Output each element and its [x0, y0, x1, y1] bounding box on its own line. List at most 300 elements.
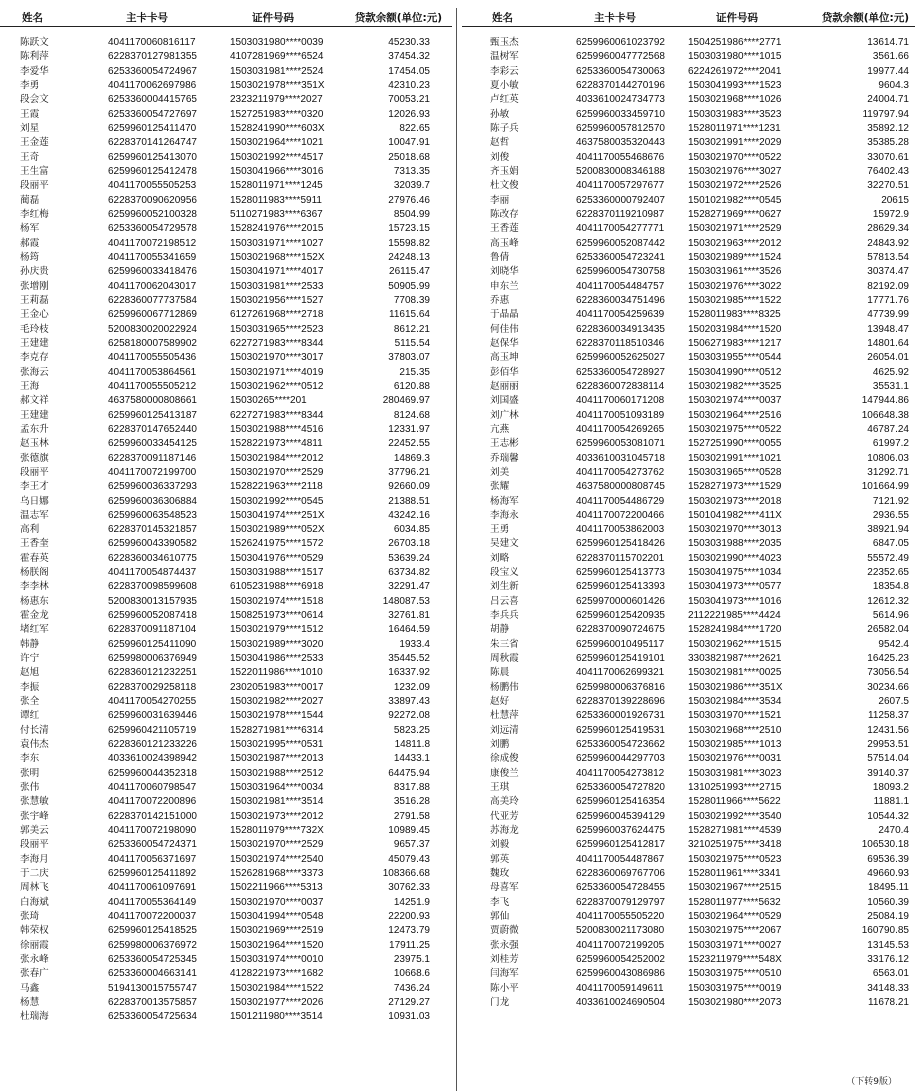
cell-card-number: 6253360054729578: [108, 223, 197, 235]
column-divider: [456, 8, 457, 1091]
cell-card-number: 4041170060816117: [108, 37, 196, 48]
table-row: [0, 36, 452, 50]
cell-card-number: 6253360054725634: [108, 1011, 197, 1023]
cell-card-number: 6228370142151000: [108, 810, 197, 822]
table-row: [0, 738, 452, 752]
cell-card-number: 6259960125412817: [576, 839, 665, 851]
cell-name: 张春广: [20, 968, 49, 980]
cell-name: 张永峰: [20, 954, 49, 965]
cell-id-number: 1503021975****2067: [688, 925, 782, 937]
cell-name: 卢红英: [490, 94, 519, 106]
cell-balance: 53639.24: [388, 552, 430, 564]
cell-name: 王霞: [20, 108, 40, 120]
table-row: [462, 838, 915, 852]
table-row: [462, 380, 915, 394]
table-row: [462, 595, 915, 609]
cell-name: 张永强: [490, 939, 519, 951]
table-row: [462, 480, 915, 494]
table-row: [462, 351, 915, 365]
table-row: [462, 967, 915, 981]
cell-card-number: 6253360004415765: [108, 94, 197, 106]
table-row: [462, 652, 915, 666]
table-row: [0, 552, 452, 566]
table-row: [462, 165, 915, 179]
cell-id-number: 1503041993****1523: [688, 79, 782, 91]
cell-name: 李李林: [20, 581, 49, 593]
cell-card-number: 6259960047772568: [576, 51, 665, 63]
cell-balance: 69536.39: [867, 853, 909, 865]
cell-balance: 38921.94: [867, 524, 909, 536]
cell-name: 张伟: [20, 782, 40, 794]
cell-name: 魏玫: [490, 868, 510, 880]
cell-name: 王金心: [20, 309, 49, 321]
cell-card-number: 6259960033418476: [108, 266, 197, 278]
cell-balance: 30234.66: [867, 681, 909, 693]
table-row: [0, 652, 452, 666]
cell-balance: 8612.21: [393, 323, 430, 335]
cell-card-number: 4041170061097691: [108, 882, 197, 894]
table-row: [462, 523, 915, 537]
cell-balance: 15598.82: [388, 237, 430, 249]
table-row: [462, 695, 915, 709]
cell-balance: 7708.39: [393, 294, 430, 306]
table-row: [462, 495, 915, 509]
cell-card-number: 6259960067712869: [108, 309, 197, 321]
table-row: [462, 924, 915, 938]
cell-card-number: 4041170054259639: [576, 309, 665, 321]
cell-balance: 106648.38: [861, 409, 909, 421]
cell-balance: 14251.9: [393, 896, 430, 908]
cell-card-number: 4041170054874437: [108, 567, 197, 579]
table-row: [462, 724, 915, 738]
cell-name: 陈改存: [490, 208, 519, 220]
cell-card-number: 4041170072200466: [576, 509, 665, 521]
cell-name: 许宁: [20, 653, 40, 665]
cell-name: 陈子兵: [490, 122, 519, 134]
cell-name: 胡静: [490, 624, 510, 636]
cell-card-number: 6259960010495117: [576, 638, 665, 650]
cell-card-number: 6259960125418426: [576, 538, 665, 550]
cell-balance: 7313.35: [393, 165, 430, 177]
cell-card-number: 4041170056371697: [108, 853, 197, 865]
cell-balance: 24843.92: [867, 237, 909, 249]
table-row: [462, 179, 915, 193]
table-row: [462, 638, 915, 652]
table-row: [462, 623, 915, 637]
cell-id-number: 1503021976****0031: [688, 753, 782, 765]
cell-balance: 10544.32: [867, 810, 909, 822]
cell-balance: 2791.58: [393, 810, 430, 822]
cell-card-number: 4041170059149611: [576, 982, 664, 994]
cell-name: 刘广林: [490, 409, 519, 421]
cell-name: 刘桂芳: [490, 954, 519, 965]
cell-card-number: 6259980006376816: [576, 681, 665, 693]
cell-name: 付长清: [20, 724, 49, 736]
cell-balance: 12612.32: [867, 595, 909, 607]
cell-balance: 12331.97: [388, 423, 430, 435]
cell-id-number: 1503021985****1522: [688, 294, 782, 306]
cell-name: 霍金龙: [20, 610, 49, 622]
cell-name: 毛玲枝: [20, 323, 49, 335]
cell-id-number: 1506271983****1217: [688, 337, 782, 349]
cell-id-number: 1503021975****0522: [688, 423, 782, 435]
cell-card-number: 6259960125419531: [576, 724, 665, 736]
table-row: [462, 65, 915, 79]
cell-balance: 28629.34: [867, 223, 909, 235]
cell-balance: 14811.8: [394, 739, 430, 751]
cell-balance: 9657.37: [393, 839, 430, 851]
cell-name: 申东兰: [490, 280, 519, 292]
cell-balance: 6034.85: [393, 524, 430, 536]
cell-name: 霍春英: [20, 552, 49, 564]
cell-name: 贾蔚微: [490, 925, 519, 937]
cell-name: 杨慧: [20, 996, 40, 1008]
cell-name: 刘俊: [490, 151, 510, 163]
cell-balance: 12026.93: [388, 108, 430, 120]
cell-id-number: 1503021992****0545: [230, 495, 324, 507]
cell-card-number: 5200830020022924: [108, 323, 197, 335]
cell-name: 刘远清: [490, 724, 519, 736]
cell-id-number: 1503021968****2510: [688, 724, 782, 736]
table-row: [0, 896, 452, 910]
cell-id-number: 1503021974****0037: [688, 395, 782, 407]
cell-name: 李兵兵: [490, 610, 519, 622]
cell-name: 李勇: [20, 79, 40, 91]
table-row: [462, 466, 915, 480]
cell-id-number: 2112221985****4424: [688, 610, 781, 622]
table-row: [462, 79, 915, 93]
cell-id-number: 1503021964****1520: [230, 939, 324, 951]
cell-card-number: 6259960125413070: [108, 151, 197, 163]
cell-balance: 160790.85: [861, 925, 909, 937]
table-row: [0, 151, 452, 165]
cell-name: 赵玉林: [20, 438, 49, 450]
cell-balance: 16425.23: [867, 653, 909, 665]
cell-name: 郝霞: [20, 237, 40, 249]
cell-card-number: 6259960125418525: [108, 925, 197, 937]
cell-balance: 6847.05: [872, 538, 909, 550]
cell-id-number: 1503021977****2026: [230, 996, 324, 1008]
cell-balance: 1933.4: [399, 638, 430, 650]
cell-id-number: 1503021970****3017: [230, 352, 324, 364]
cell-id-number: 1503041974****251X: [230, 509, 325, 521]
cell-balance: 15972.9: [872, 208, 909, 220]
cell-balance: 35445.52: [388, 653, 430, 665]
cell-name: 刘略: [490, 552, 510, 564]
cell-name: 徐丽霞: [20, 939, 49, 951]
cell-card-number: 6259960061023792: [576, 37, 665, 48]
cell-name: 王琪: [490, 782, 510, 794]
cell-id-number: 5110271983****6367: [230, 208, 323, 220]
cell-balance: 3516.28: [393, 796, 430, 808]
cell-balance: 18495.11: [868, 882, 909, 894]
table-row: [462, 36, 915, 50]
cell-card-number: 4041170062699321: [576, 667, 665, 679]
cell-id-number: 1503021990****4023: [688, 552, 782, 564]
cell-name: 杨朕阁: [20, 567, 49, 579]
cell-card-number: 4041170072199205: [576, 939, 665, 951]
cell-balance: 17771.76: [867, 294, 909, 306]
cell-balance: 26703.18: [388, 538, 430, 550]
cell-id-number: 1503041971****4017: [230, 266, 324, 278]
cell-card-number: 4041170072198090: [108, 825, 197, 837]
cell-card-number: 4041170054277771: [576, 223, 665, 235]
table-row: [0, 838, 452, 852]
cell-card-number: 6259960043390582: [108, 538, 197, 550]
cell-id-number: 1503021981****3514: [230, 796, 324, 808]
cell-name: 李振: [20, 681, 40, 693]
cell-balance: 70053.21: [388, 94, 430, 106]
cell-id-number: 1526241975****1572: [230, 538, 324, 550]
cell-balance: 64475.94: [388, 767, 430, 779]
cell-balance: 13614.71: [867, 37, 909, 48]
cell-balance: 7121.92: [872, 495, 909, 507]
table-row: [462, 996, 915, 1010]
cell-name: 李王才: [20, 481, 49, 493]
cell-balance: 49660.93: [867, 868, 909, 880]
cell-balance: 10989.45: [388, 825, 430, 837]
cell-card-number: 4041170062697986: [108, 79, 197, 91]
table-row: [462, 910, 915, 924]
cell-id-number: 1503031980****0039: [230, 37, 324, 48]
cell-name: 段丽平: [20, 180, 49, 192]
cell-card-number: 6253360054728927: [576, 366, 665, 378]
cell-card-number: 6253360001926731: [576, 710, 665, 722]
cell-balance: 18093.2: [872, 782, 909, 794]
cell-card-number: 4637580035320443: [576, 137, 665, 149]
cell-card-number: 4041170054487867: [576, 853, 665, 865]
cell-balance: 108366.68: [382, 868, 430, 880]
table-row: [462, 537, 915, 551]
cell-name: 郭美云: [20, 825, 49, 837]
cell-card-number: 6253360004663141: [108, 968, 197, 980]
cell-card-number: 6259960054730758: [576, 266, 665, 278]
table-row: [0, 996, 452, 1010]
cell-id-number: 1503041986****2533: [230, 653, 324, 665]
cell-card-number: 6259960036337293: [108, 481, 197, 493]
cell-name: 王勇: [490, 524, 510, 536]
cell-card-number: 6253360054728455: [576, 882, 665, 894]
header-name: 姓名: [492, 12, 513, 24]
cell-id-number: 1503021989****3020: [230, 638, 324, 650]
cell-card-number: 6253360054723241: [576, 251, 665, 263]
table-row: [0, 93, 452, 107]
cell-id-number: 1501021982****0545: [688, 194, 782, 206]
cell-card-number: 6253360054730063: [576, 65, 665, 77]
cell-balance: 22200.93: [388, 911, 430, 923]
cell-card-number: 6258180007589902: [108, 337, 197, 349]
cell-balance: 27129.27: [388, 996, 430, 1008]
cell-name: 乔瑞馨: [490, 452, 519, 464]
table-row: [462, 194, 915, 208]
cell-card-number: 6259960421105719: [108, 724, 197, 736]
cell-name: 何佳伟: [490, 323, 519, 335]
cell-balance: 34148.33: [867, 982, 909, 994]
table-row: [462, 208, 915, 222]
cell-balance: 32291.47: [388, 581, 430, 593]
cell-id-number: 2323211979****2027: [230, 94, 323, 106]
cell-balance: 29953.51: [867, 739, 909, 751]
right-table: [462, 0, 915, 1091]
cell-id-number: 1503021988****2512: [230, 767, 324, 779]
cell-card-number: 4041170054273762: [576, 466, 665, 478]
cell-name: 韩荣权: [20, 925, 49, 937]
cell-card-number: 6228360121232251: [108, 667, 197, 679]
header-card: 主卡卡号: [126, 12, 168, 24]
cell-card-number: 6228370013575857: [108, 996, 197, 1008]
cell-balance: 5823.25: [393, 724, 430, 736]
table-row: [462, 881, 915, 895]
cell-id-number: 1503041975****1034: [688, 567, 782, 579]
header-id: 证件号码: [716, 12, 758, 24]
table-row: [462, 108, 915, 122]
cell-card-number: 6259960044352318: [108, 767, 197, 779]
cell-name: 张耀: [490, 481, 510, 493]
table-row: [0, 251, 452, 265]
cell-id-number: 1527251983****0320: [230, 108, 324, 120]
cell-name: 陈晨: [490, 667, 510, 679]
cell-name: 杨海军: [490, 495, 519, 507]
cell-name: 高玉峰: [490, 237, 519, 249]
cell-balance: 4625.92: [872, 366, 909, 378]
table-row: [0, 351, 452, 365]
table-row: [0, 523, 452, 537]
cell-card-number: 6228370091187104: [108, 624, 197, 636]
cell-name: 郭仙: [490, 911, 510, 923]
cell-id-number: 1503021976****3027: [688, 165, 782, 177]
table-row: [462, 552, 915, 566]
cell-name: 李海月: [20, 853, 49, 865]
cell-card-number: 5194130015755747: [108, 982, 197, 994]
cell-balance: 11881.1: [873, 796, 909, 808]
cell-balance: 26115.47: [389, 266, 430, 278]
cell-id-number: 1503041990****0512: [688, 366, 782, 378]
cell-id-number: 1503021989****052X: [230, 524, 325, 536]
cell-balance: 76402.43: [867, 165, 909, 177]
cell-name: 于二庆: [20, 868, 49, 880]
cell-balance: 26582.04: [867, 624, 909, 636]
cell-name: 夏小敏: [490, 79, 519, 91]
cell-balance: 57813.54: [867, 251, 909, 263]
cell-id-number: 1503021981****0025: [688, 667, 782, 679]
cell-balance: 32270.51: [867, 180, 909, 192]
cell-name: 乔惠: [490, 294, 510, 306]
cell-name: 杜慧萍: [490, 710, 519, 722]
cell-card-number: 6228370098599608: [108, 581, 197, 593]
cell-card-number: 5200830008346188: [576, 165, 665, 177]
cell-card-number: 4041170062043017: [108, 280, 197, 292]
cell-id-number: 4107281969****6524: [230, 51, 324, 63]
cell-name: 张增刚: [20, 280, 49, 292]
cell-balance: 9604.3: [878, 79, 909, 91]
cell-name: 郝文祥: [20, 395, 49, 407]
cell-id-number: 1503031981****3023: [688, 767, 782, 779]
table-row: [462, 50, 915, 64]
cell-id-number: 1310251993****2715: [688, 782, 782, 794]
cell-card-number: 4041170055505436: [108, 352, 197, 364]
cell-name: 赵丽丽: [490, 380, 519, 392]
cell-card-number: 4637580000808745: [576, 481, 665, 493]
cell-card-number: 4041170054269265: [576, 423, 665, 435]
cell-card-number: 4033610024734773: [576, 94, 665, 106]
cell-name: 杜文俊: [490, 180, 519, 192]
cell-balance: 148087.53: [382, 595, 430, 607]
cell-id-number: 1503031970****1521: [688, 710, 782, 722]
left-header-row: [0, 0, 452, 27]
cell-id-number: 1503021978****1544: [230, 710, 324, 722]
table-row: [462, 752, 915, 766]
cell-id-number: 1528011971****1231: [688, 122, 781, 134]
table-row: [0, 108, 452, 122]
cell-name: 杜瑞海: [20, 1011, 49, 1023]
cell-card-number: 4041170054273812: [576, 767, 665, 779]
cell-card-number: 4033610031045718: [576, 452, 665, 464]
cell-balance: 14433.1: [393, 753, 430, 765]
table-row: [0, 323, 452, 337]
table-row: [462, 781, 915, 795]
cell-id-number: 1503031971****0027: [688, 939, 782, 951]
table-row: [0, 50, 452, 64]
table-row: [462, 409, 915, 423]
cell-id-number: 1503031981****2533: [230, 280, 324, 292]
cell-id-number: 1528011977****5632: [688, 896, 781, 908]
table-row: [0, 366, 452, 380]
cell-name: 李爱华: [20, 65, 49, 77]
cell-card-number: 6253360054723662: [576, 739, 665, 751]
cell-card-number: 4041170051093189: [576, 409, 665, 421]
cell-card-number: 4041170054484757: [576, 280, 665, 292]
cell-balance: 30762.33: [388, 882, 430, 894]
cell-balance: 92660.09: [388, 481, 430, 493]
cell-card-number: 4041170053862003: [576, 524, 665, 536]
cell-balance: 16464.59: [388, 624, 430, 636]
cell-name: 张全: [20, 696, 40, 708]
cell-card-number: 6259960054252002: [576, 954, 665, 965]
table-row: [462, 738, 915, 752]
cell-name: 蔺磊: [20, 194, 40, 206]
table-row: [462, 982, 915, 996]
table-row: [462, 666, 915, 680]
cell-name: 李丽: [490, 194, 510, 206]
cell-card-number: 6228370145321857: [108, 524, 197, 536]
table-row: [0, 136, 452, 150]
cell-name: 刘国盛: [490, 395, 519, 407]
cell-card-number: 6228360034751496: [576, 294, 665, 306]
cell-id-number: 1503021964****2516: [688, 409, 782, 421]
cell-name: 李红梅: [20, 208, 49, 220]
cell-balance: 37803.07: [388, 352, 430, 364]
cell-name: 张慧敏: [20, 796, 49, 808]
table-row: [0, 208, 452, 222]
table-row: [462, 953, 915, 967]
cell-balance: 43242.16: [388, 509, 430, 521]
table-row: [0, 537, 452, 551]
cell-name: 李克存: [20, 352, 49, 364]
cell-card-number: 6259960033459710: [576, 108, 665, 120]
cell-balance: 35531.1: [872, 380, 909, 392]
table-row: [0, 480, 452, 494]
cell-card-number: 4041170072199700: [108, 466, 197, 478]
cell-balance: 119797.94: [862, 108, 909, 120]
right-rows: [462, 36, 915, 1010]
cell-card-number: 6259960052087418: [108, 610, 197, 622]
table-row: [0, 724, 452, 738]
cell-id-number: 1528241976****2015: [230, 223, 324, 235]
table-row: [462, 853, 915, 867]
cell-id-number: 1503021980****2073: [688, 996, 782, 1008]
cell-id-number: 1528011983****5911: [230, 194, 322, 206]
cell-balance: 10047.91: [388, 137, 430, 149]
